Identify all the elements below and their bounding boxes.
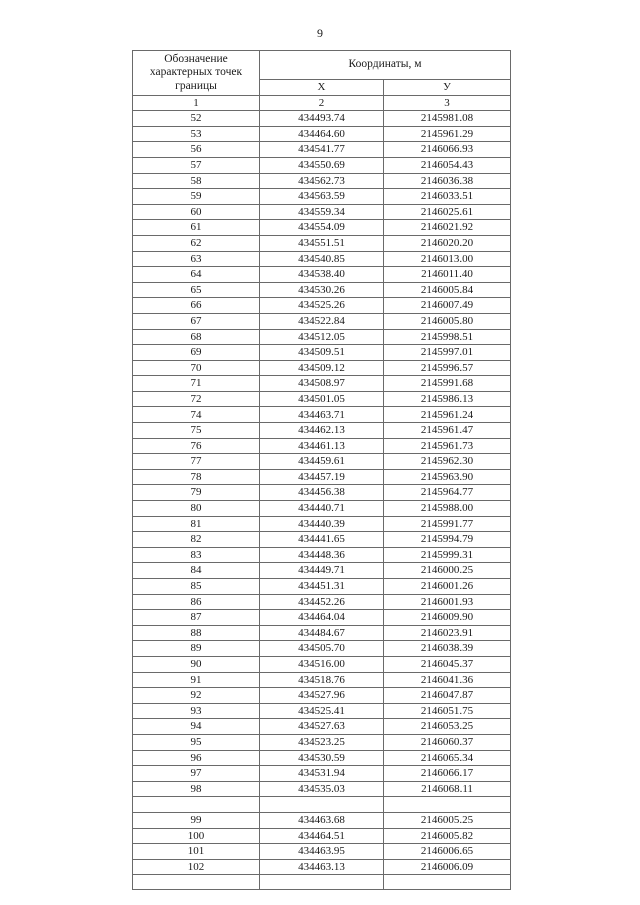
table-row [133, 235, 511, 251]
y-coordinate-cell: 2146053.25 [384, 719, 511, 735]
table-row [133, 641, 511, 657]
y-coordinate-cell: 2146033.51 [384, 189, 511, 205]
y-coordinate-cell: 2145996.57 [384, 360, 511, 376]
table-row [133, 594, 511, 610]
y-coordinate-cell: 2146066.93 [384, 142, 511, 158]
point-number-cell: 88 [133, 625, 260, 641]
point-number-cell: 75 [133, 423, 260, 439]
y-coordinate-cell: 2146001.93 [384, 594, 511, 610]
point-number-cell: 68 [133, 329, 260, 345]
y-coordinate-cell: 2145986.13 [384, 391, 511, 407]
x-coordinate-cell: 434501.05 [260, 391, 384, 407]
x-coordinate-cell: 434463.71 [260, 407, 384, 423]
table-row [133, 547, 511, 563]
x-coordinate-cell: 434505.70 [260, 641, 384, 657]
x-coordinate-cell: 434541.77 [260, 142, 384, 158]
x-coordinate-cell: 434484.67 [260, 625, 384, 641]
y-coordinate-cell: 2145961.29 [384, 126, 511, 142]
x-coordinate-cell: 434440.39 [260, 516, 384, 532]
column-number-2: 2 [260, 95, 384, 111]
point-number-cell: 76 [133, 438, 260, 454]
x-coordinate-cell: 434527.96 [260, 688, 384, 704]
x-coordinate-cell: 434463.68 [260, 812, 384, 828]
point-number-cell: 93 [133, 703, 260, 719]
x-coordinate-cell: 434448.36 [260, 547, 384, 563]
point-number-cell: 100 [133, 828, 260, 844]
point-number-cell: 57 [133, 157, 260, 173]
y-coordinate-cell: 2146065.34 [384, 750, 511, 766]
table-row [133, 750, 511, 766]
x-coordinate-cell: 434538.40 [260, 267, 384, 283]
point-number-cell: 84 [133, 563, 260, 579]
table-row [133, 469, 511, 485]
coordinates-header: Координаты, м [260, 51, 511, 80]
point-number-cell: 60 [133, 204, 260, 220]
x-coordinate-cell: 434493.74 [260, 111, 384, 127]
column-number-1: 1 [133, 95, 260, 111]
y-coordinate-cell: 2146051.75 [384, 703, 511, 719]
point-number-cell: 69 [133, 345, 260, 361]
point-number-cell: 70 [133, 360, 260, 376]
y-coordinate-cell: 2146047.87 [384, 688, 511, 704]
point-number-cell: 66 [133, 298, 260, 314]
point-number-cell: 64 [133, 267, 260, 283]
table-row [133, 797, 511, 813]
point-number-cell: 99 [133, 812, 260, 828]
y-coordinate-cell: 2145994.79 [384, 532, 511, 548]
point-number-cell: 96 [133, 750, 260, 766]
y-coordinate-cell: 2146013.00 [384, 251, 511, 267]
y-coordinate-cell: 2145961.73 [384, 438, 511, 454]
x-coordinate-cell: 434562.73 [260, 173, 384, 189]
y-coordinate-cell: 2145963.90 [384, 469, 511, 485]
x-coordinate-cell: 434457.19 [260, 469, 384, 485]
point-number-cell: 77 [133, 454, 260, 470]
point-number-cell: 62 [133, 235, 260, 251]
table-row [133, 828, 511, 844]
y-coordinate-cell: 2146066.17 [384, 766, 511, 782]
y-coordinate-cell [384, 797, 511, 813]
point-number-cell: 71 [133, 376, 260, 392]
point-number-cell: 61 [133, 220, 260, 236]
table-row [133, 438, 511, 454]
point-number-cell: 91 [133, 672, 260, 688]
point-number-cell: 86 [133, 594, 260, 610]
x-coordinate-cell: 434512.05 [260, 329, 384, 345]
x-coordinate-cell: 434523.25 [260, 734, 384, 750]
table-row [133, 360, 511, 376]
table-row [133, 407, 511, 423]
table-row [133, 204, 511, 220]
table-row [133, 126, 511, 142]
y-coordinate-cell: 2146001.26 [384, 579, 511, 595]
column-number-3: 3 [384, 95, 511, 111]
x-header: X [260, 80, 384, 96]
point-number-cell: 67 [133, 313, 260, 329]
y-coordinate-cell: 2145981.08 [384, 111, 511, 127]
point-number-cell: 98 [133, 781, 260, 797]
y-coordinate-cell: 2146054.43 [384, 157, 511, 173]
x-coordinate-cell: 434540.85 [260, 251, 384, 267]
y-coordinate-cell: 2146005.25 [384, 812, 511, 828]
table-row [133, 267, 511, 283]
y-coordinate-cell: 2146060.37 [384, 734, 511, 750]
y-coordinate-cell [384, 875, 511, 890]
x-coordinate-cell: 434441.65 [260, 532, 384, 548]
y-coordinate-cell: 2145997.01 [384, 345, 511, 361]
page-number: 9 [317, 26, 323, 40]
point-number-cell: 79 [133, 485, 260, 501]
table-row [133, 173, 511, 189]
y-coordinate-cell: 2146036.38 [384, 173, 511, 189]
table-row [133, 313, 511, 329]
point-number-cell: 56 [133, 142, 260, 158]
table-row [133, 501, 511, 517]
y-coordinate-cell: 2146038.39 [384, 641, 511, 657]
x-coordinate-cell [260, 797, 384, 813]
point-number-cell [133, 875, 260, 890]
point-number-cell: 94 [133, 719, 260, 735]
table-row [133, 688, 511, 704]
x-coordinate-cell: 434464.60 [260, 126, 384, 142]
x-coordinate-cell: 434459.61 [260, 454, 384, 470]
point-number-cell: 82 [133, 532, 260, 548]
x-coordinate-cell: 434508.97 [260, 376, 384, 392]
x-coordinate-cell: 434463.95 [260, 844, 384, 860]
x-coordinate-cell: 434530.26 [260, 282, 384, 298]
x-coordinate-cell: 434559.34 [260, 204, 384, 220]
x-coordinate-cell: 434451.31 [260, 579, 384, 595]
y-coordinate-cell: 2145961.47 [384, 423, 511, 439]
point-number-cell: 90 [133, 656, 260, 672]
table-row [133, 516, 511, 532]
table-row [133, 376, 511, 392]
x-coordinate-cell [260, 875, 384, 890]
table-row [133, 875, 511, 890]
y-coordinate-cell: 2146007.49 [384, 298, 511, 314]
point-number-cell [133, 797, 260, 813]
y-coordinate-cell: 2145998.51 [384, 329, 511, 345]
y-coordinate-cell: 2145991.68 [384, 376, 511, 392]
x-coordinate-cell: 434516.00 [260, 656, 384, 672]
table-row [133, 189, 511, 205]
y-coordinate-cell: 2146025.61 [384, 204, 511, 220]
point-number-cell: 85 [133, 579, 260, 595]
table-row [133, 781, 511, 797]
x-coordinate-cell: 434452.26 [260, 594, 384, 610]
x-coordinate-cell: 434525.26 [260, 298, 384, 314]
point-number-cell: 92 [133, 688, 260, 704]
point-number-cell: 102 [133, 859, 260, 875]
table-row [133, 625, 511, 641]
table-row [133, 719, 511, 735]
y-coordinate-cell: 2146005.84 [384, 282, 511, 298]
table-row [133, 656, 511, 672]
x-coordinate-cell: 434464.51 [260, 828, 384, 844]
point-number-cell: 87 [133, 610, 260, 626]
table-row [133, 766, 511, 782]
y-coordinate-cell: 2146068.11 [384, 781, 511, 797]
point-number-cell: 63 [133, 251, 260, 267]
y-coordinate-cell: 2146005.82 [384, 828, 511, 844]
y-coordinate-cell: 2146009.90 [384, 610, 511, 626]
x-coordinate-cell: 434464.04 [260, 610, 384, 626]
x-coordinate-cell: 434563.59 [260, 189, 384, 205]
x-coordinate-cell: 434530.59 [260, 750, 384, 766]
table-row [133, 282, 511, 298]
y-coordinate-cell: 2146011.40 [384, 267, 511, 283]
x-coordinate-cell: 434463.13 [260, 859, 384, 875]
y-coordinate-cell: 2145961.24 [384, 407, 511, 423]
point-number-cell: 78 [133, 469, 260, 485]
y-coordinate-cell: 2145962.30 [384, 454, 511, 470]
point-number-cell: 97 [133, 766, 260, 782]
x-coordinate-cell: 434525.41 [260, 703, 384, 719]
point-number-cell: 65 [133, 282, 260, 298]
y-coordinate-cell: 2146000.25 [384, 563, 511, 579]
table-row [133, 485, 511, 501]
x-coordinate-cell: 434456.38 [260, 485, 384, 501]
x-coordinate-cell: 434554.09 [260, 220, 384, 236]
point-number-cell: 58 [133, 173, 260, 189]
x-coordinate-cell: 434462.13 [260, 423, 384, 439]
x-coordinate-cell: 434551.51 [260, 235, 384, 251]
table-row [133, 345, 511, 361]
table-row [133, 859, 511, 875]
x-coordinate-cell: 434509.12 [260, 360, 384, 376]
table-row [133, 532, 511, 548]
y-coordinate-cell: 2145999.31 [384, 547, 511, 563]
y-coordinate-cell: 2146045.37 [384, 656, 511, 672]
point-number-cell: 74 [133, 407, 260, 423]
point-number-cell: 101 [133, 844, 260, 860]
y-coordinate-cell: 2146006.09 [384, 859, 511, 875]
y-coordinate-cell: 2145964.77 [384, 485, 511, 501]
table-row [133, 579, 511, 595]
point-number-cell: 52 [133, 111, 260, 127]
table-body [133, 111, 511, 890]
point-number-cell: 72 [133, 391, 260, 407]
table-row [133, 454, 511, 470]
point-number-cell: 53 [133, 126, 260, 142]
table-row [133, 563, 511, 579]
table-row [133, 329, 511, 345]
y-coordinate-cell: 2145991.77 [384, 516, 511, 532]
table-row [133, 812, 511, 828]
y-coordinate-cell: 2146021.92 [384, 220, 511, 236]
x-coordinate-cell: 434518.76 [260, 672, 384, 688]
table-row [133, 391, 511, 407]
point-number-cell: 83 [133, 547, 260, 563]
table-row [133, 157, 511, 173]
y-header: У [384, 80, 511, 96]
table-row [133, 251, 511, 267]
point-number-cell: 95 [133, 734, 260, 750]
point-designation-header: Обозначение характерных точек границы [133, 51, 260, 96]
y-coordinate-cell: 2146023.91 [384, 625, 511, 641]
table-row [133, 672, 511, 688]
table-row [133, 142, 511, 158]
table-row [133, 423, 511, 439]
table-row [133, 703, 511, 719]
coordinates-table [132, 50, 511, 890]
table-row [133, 844, 511, 860]
y-coordinate-cell: 2146005.80 [384, 313, 511, 329]
point-number-cell: 80 [133, 501, 260, 517]
y-coordinate-cell: 2145988.00 [384, 501, 511, 517]
point-number-cell: 59 [133, 189, 260, 205]
y-coordinate-cell: 2146006.65 [384, 844, 511, 860]
x-coordinate-cell: 434527.63 [260, 719, 384, 735]
x-coordinate-cell: 434461.13 [260, 438, 384, 454]
x-coordinate-cell: 434449.71 [260, 563, 384, 579]
x-coordinate-cell: 434522.84 [260, 313, 384, 329]
y-coordinate-cell: 2146041.36 [384, 672, 511, 688]
table-row [133, 298, 511, 314]
point-number-cell: 81 [133, 516, 260, 532]
table-row [133, 734, 511, 750]
table-row [133, 220, 511, 236]
x-coordinate-cell: 434440.71 [260, 501, 384, 517]
y-coordinate-cell: 2146020.20 [384, 235, 511, 251]
table-row [133, 111, 511, 127]
x-coordinate-cell: 434535.03 [260, 781, 384, 797]
x-coordinate-cell: 434550.69 [260, 157, 384, 173]
point-number-cell: 89 [133, 641, 260, 657]
x-coordinate-cell: 434531.94 [260, 766, 384, 782]
x-coordinate-cell: 434509.51 [260, 345, 384, 361]
table-row [133, 610, 511, 626]
